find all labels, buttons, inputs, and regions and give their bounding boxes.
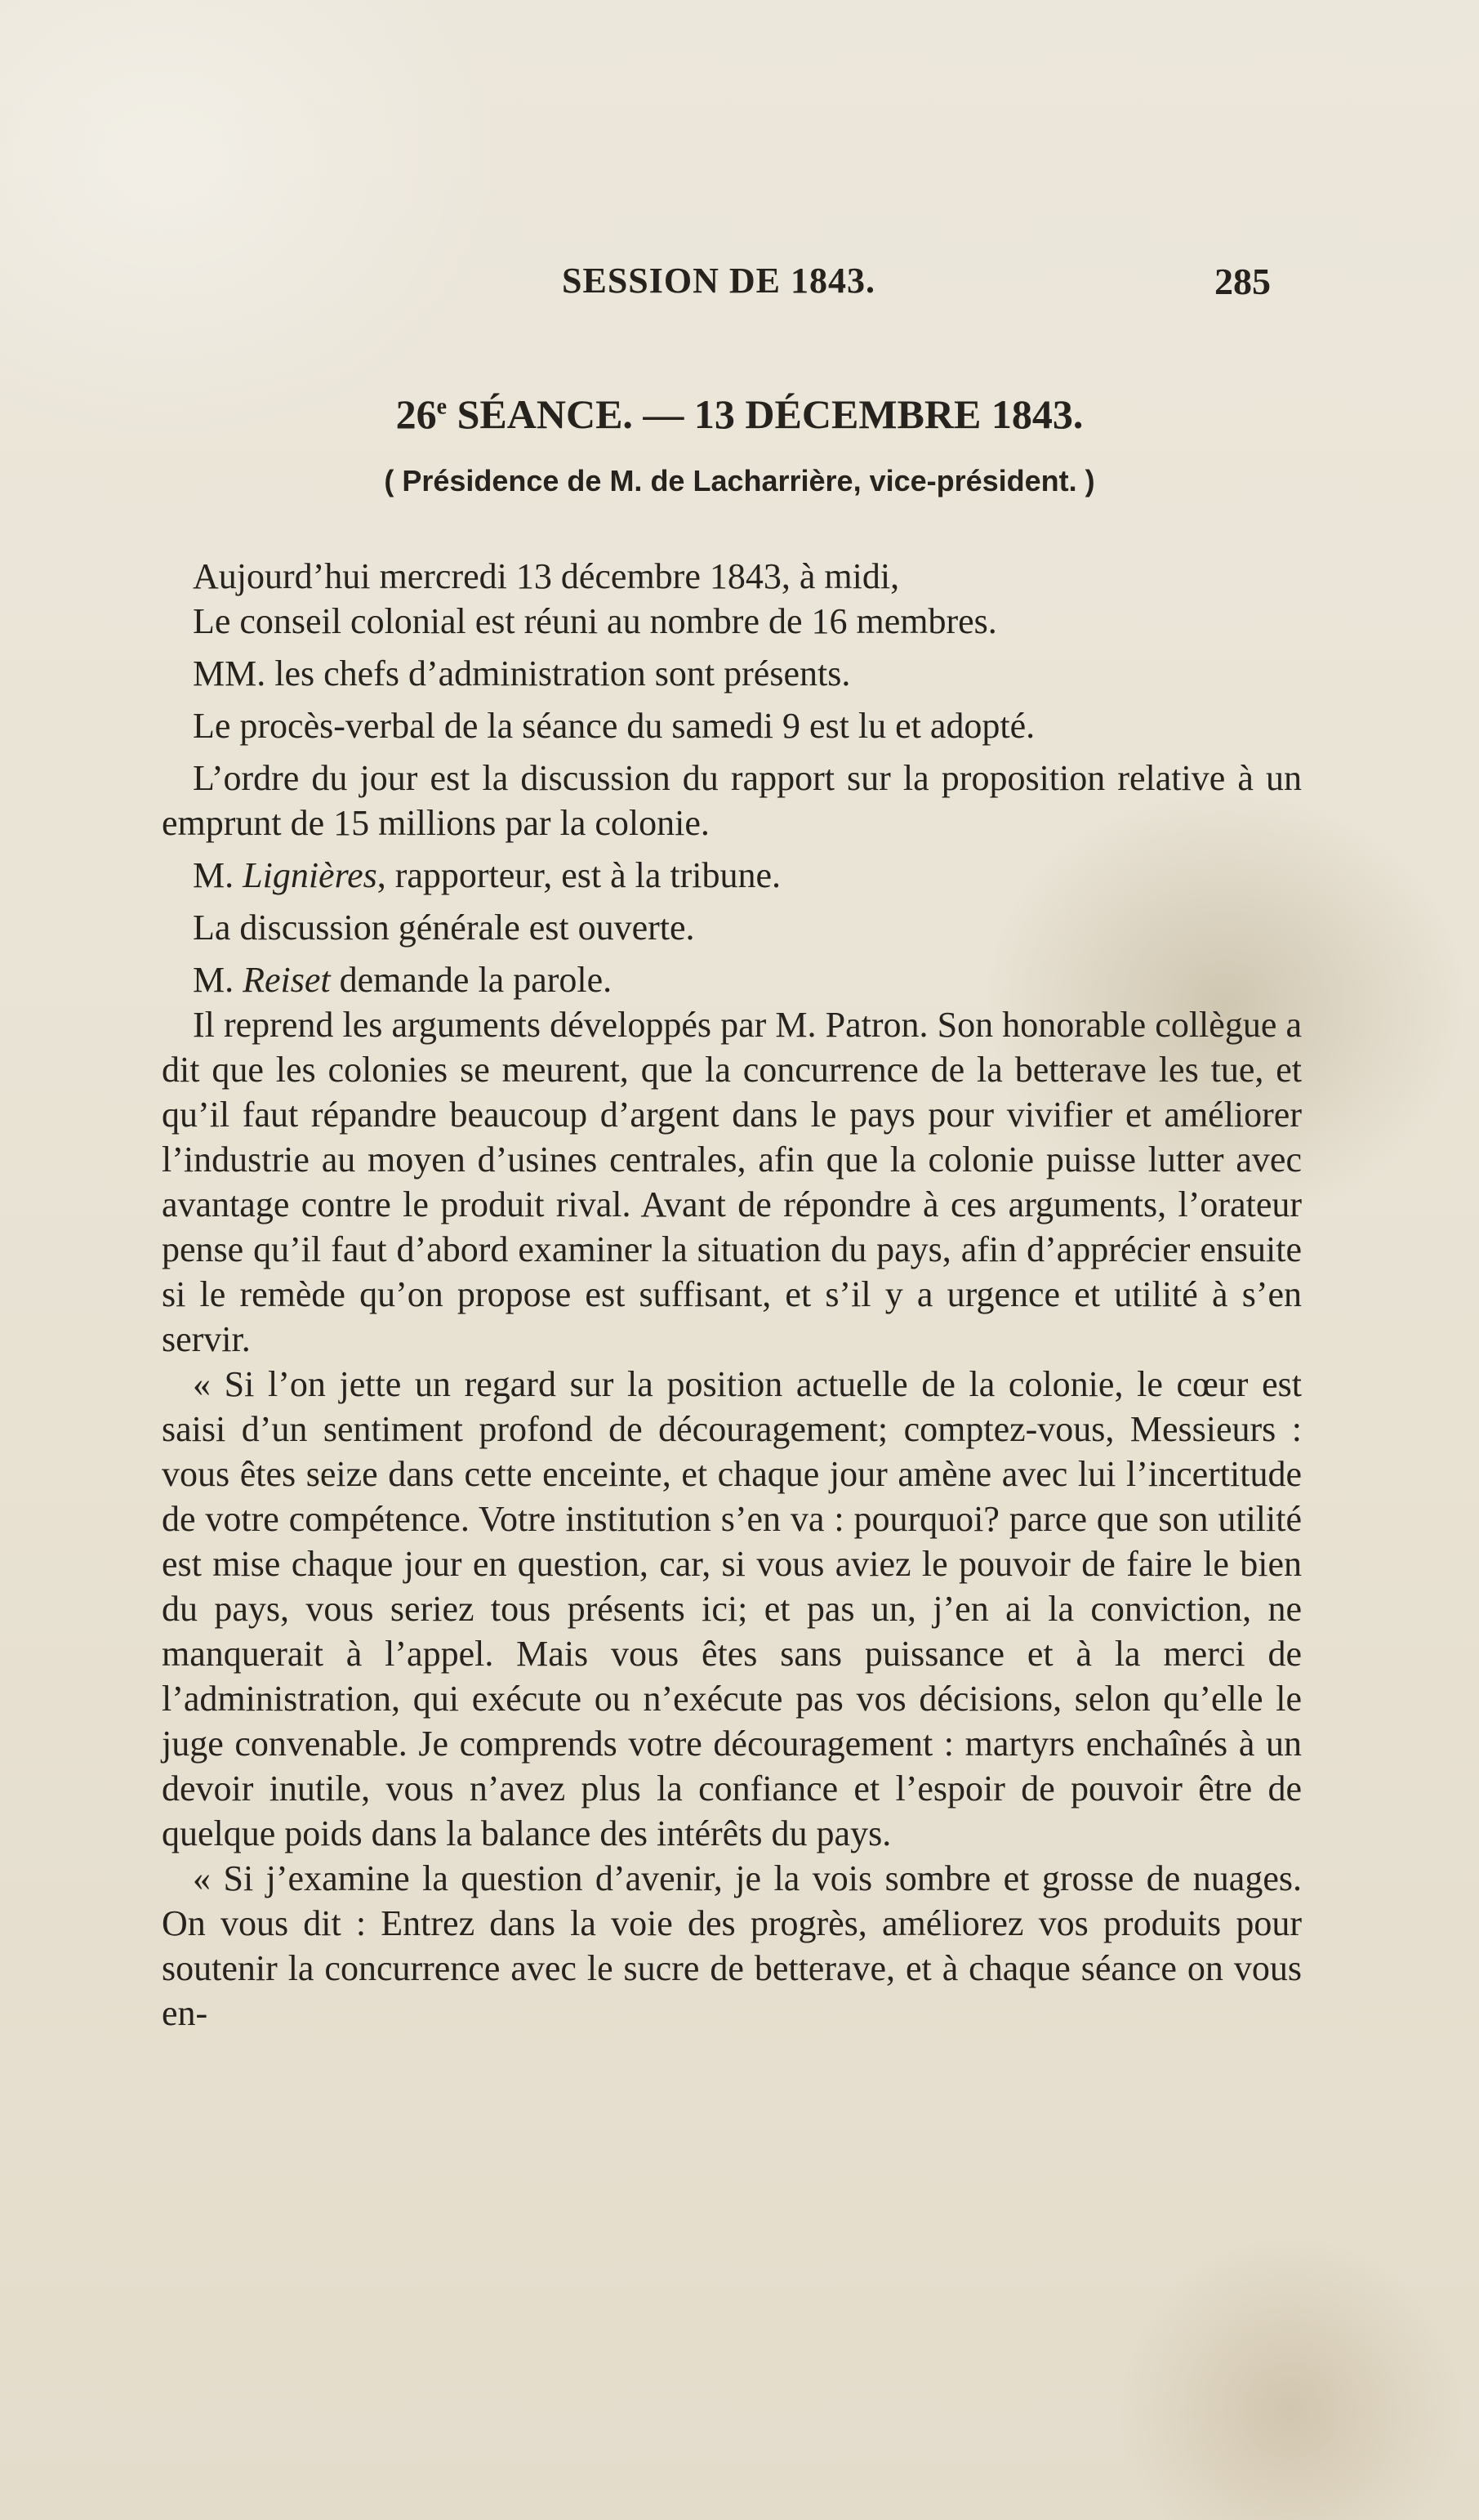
parole-text: demande la parole. [330,960,613,1000]
paragraph-ordre-du-jour: L’ordre du jour est la discussion du rapport sur la proposition relative à un emprunt de 15 millions par la colonie. [162,758,1302,843]
paragraph-rapporteur [162,853,1302,898]
paragraph-parole [162,957,1302,1002]
paragraph-discourse-2: « Si j’examine la question d’avenir, je la vois sombre et grosse de nuages. On vous dit : Entrez dans la voie des progrès, améliorez vos produits pour soutenir la concurrence avec le sucre de betterave, et à chaque séance on vous en- [162,1858,1302,2033]
paragraph-discourse-1: « Si l’on jette un regard sur la position actuelle de la colonie, le cœur est saisi d’un sentiment profond de découragement; comptez-vous, Messieurs : vous êtes seize dans cette enceinte, et chaque jour amène avec lui l’incertitude de votre compétence. Votre institution s’en va : pourquoi? parce que son utilité est mise chaque jour en question, car, si vous aviez le pouvoir de faire le bien du pays, vous seriez tous présents ici; et pas un, j’en ai la conviction, ne manquerait à l’appel. Mais vous êtes sans puissance et à la merci de l’administration, qui exécute ou n’exécute pas vos décisions, selon qu’elle le juge convenable. Je comprends votre découragement : martyrs enchaînés à un devoir inutile, vous n’avez plus la confiance et l’espoir de pouvoir être de quelque poids dans la balance des intérêts du pays. [162,1364,1302,1853]
seance-title-text: SÉANCE. — 13 DÉCEMBRE 1843. [447,391,1084,437]
speaker-prefix: M. [193,855,243,895]
speaker-prefix: M. [193,960,243,1000]
paragraph-arguments: Il reprend les arguments développés par M. Patron. Son honorable collègue a dit que les colonies se meurent, que la concurrence de la betterave les tue, et qu’il faut répandre beaucoup d’argent dans le pays pour vivifier et améliorer l’industrie au moyen d’usines centrales, afin que la colonie puisse lutter avec avantage contre le produit rival. Avant de répondre à ces arguments, l’orateur pense qu’il faut d’abord examiner la situation du pays, afin d’apprécier ensuite si le remède qu’on propose est suffisant, et s’il y a urgence et utilité à s’en servir. [162,1005,1302,1359]
rapporteur-text: , rapporteur, est à la tribune. [376,855,781,895]
seance-number-suffix: e [436,394,448,420]
paragraph-discussion: La discussion générale est ouverte. [193,908,695,948]
seance-number: 26 [395,391,437,437]
speaker-name-lignieres: Lignières [243,855,377,895]
seance-title [0,390,1479,438]
running-head: SESSION DE 1843. [562,261,876,301]
presidence-line: ( Présidence de M. de Lacharrière, vice-président. ) [384,464,1095,497]
paragraph-quorum: Le conseil colonial est réuni au nombre de 16 membres. [193,601,997,641]
speaker-name-reiset: Reiset [243,960,331,1000]
paragraph-chefs: MM. les chefs d’administration sont présents. [193,653,851,694]
paragraph-opening: Aujourd’hui mercredi 13 décembre 1843, à midi, [193,556,900,596]
page-number: 285 [1214,261,1271,302]
minutes-body [162,554,1302,2036]
paragraph-proces-verbal: Le procès-verbal de la séance du samedi 9 est lu et adopté. [193,706,1036,746]
